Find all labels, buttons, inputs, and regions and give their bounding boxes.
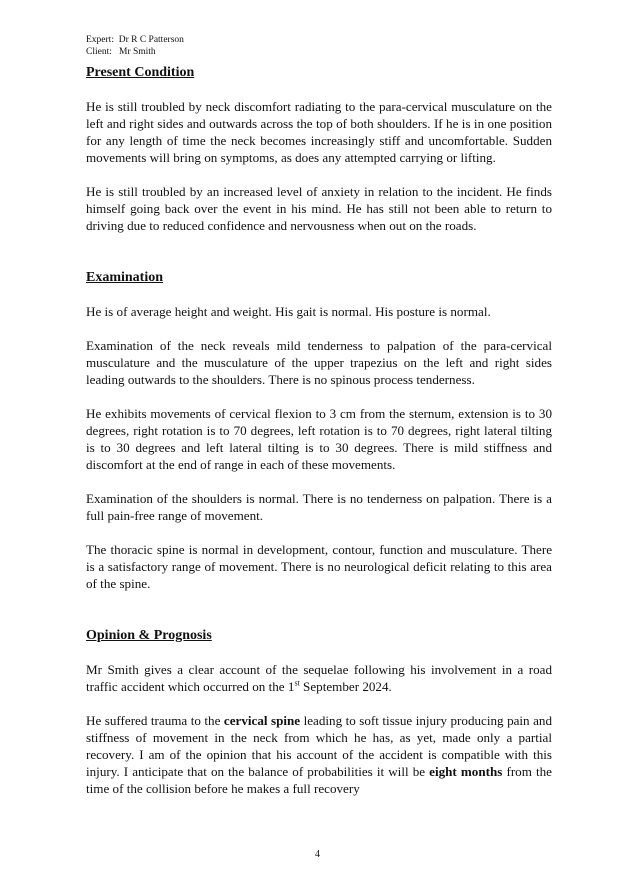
client-label: Client: [86,46,112,57]
opinion-p2-text-b: leading to soft tissue injury producing pain and stiffness of movement in the neck from which he has, as yet, made only a partial recovery. I am of the opinion that his account of the accident is compatible with this injury. I anticipate that on the balance of probabilities it will be [86,713,553,779]
opinion-p2-text-a: He suffered trauma to the [86,713,224,728]
opinion-paragraph-2 [86,712,552,797]
eight-months-emphasis: eight months [429,764,503,779]
report-header [86,35,552,58]
examination-heading: Examination [86,270,164,285]
page-number: 4 [315,849,320,860]
expert-name: Dr R C Patterson [118,35,184,45]
cervical-spine-emphasis: cervical spine [223,713,301,728]
present-condition-heading: Present Condition [86,65,195,80]
expert-label: Expert: [86,35,114,45]
present-condition-paragraph-2: He is still troubled by an increased level of anxiety in relation to the incident. He finds himself going back over the event in his mind. He has still not been able to return to driving due to reduced confidence and nervousness when out on the roads. [86,184,552,233]
opinion-paragraph-1 [86,661,552,695]
present-condition-paragraph-1: He is still troubled by neck discomfort radiating to the para-cervical musculature on the left and right sides and outwards across the top of both shoulders. If he is in one position for any length of time the neck becomes increasingly stiff and uncomfortable. Sudden movements will bring on symptoms, as does any attempted carrying or lifting. [86,99,552,165]
expert-line [86,35,552,47]
opinion-p1-date: September 2024. [299,679,392,694]
report-page [86,35,552,797]
client-line [86,47,552,59]
examination-paragraph-4: Examination of the shoulders is normal. There is no tenderness on palpation. There is a full pain-free range of movement. [86,491,552,523]
examination-paragraph-3: He exhibits movements of cervical flexion to 3 cm from the sternum, extension is to 30 degrees, right rotation is to 70 degrees, left rotation is to 70 degrees, right lateral tilting is to 30 degrees and left lateral tilting is to 30 degrees. There is mild stiffness and discomfort at the end of range in each of these movements. [86,406,552,472]
client-name: Mr Smith [119,46,156,57]
examination-paragraph-2: Examination of the neck reveals mild tenderness to palpation of the para-cervical musculature and the musculature of the upper trapezius on the left and right sides leading outwards to the shoulders. There is no spinous process tenderness. [86,338,552,387]
examination-paragraph-5: The thoracic spine is normal in development, contour, function and musculature. There is a satisfactory range of movement. There is no neurological deficit relating to this area of the spine. [86,542,552,591]
opinion-p2-text-c: from the time of the collision before he makes a full recovery [86,764,552,796]
opinion-prognosis-heading: Opinion & Prognosis [86,628,212,643]
examination-paragraph-1: He is of average height and weight. His gait is normal. His posture is normal. [86,304,491,319]
opinion-p1-text: Mr Smith gives a clear account of the sequelae following his involvement in a road traffic accident which occurred on the 1 [86,662,552,694]
ordinal-suffix: st [294,678,300,688]
